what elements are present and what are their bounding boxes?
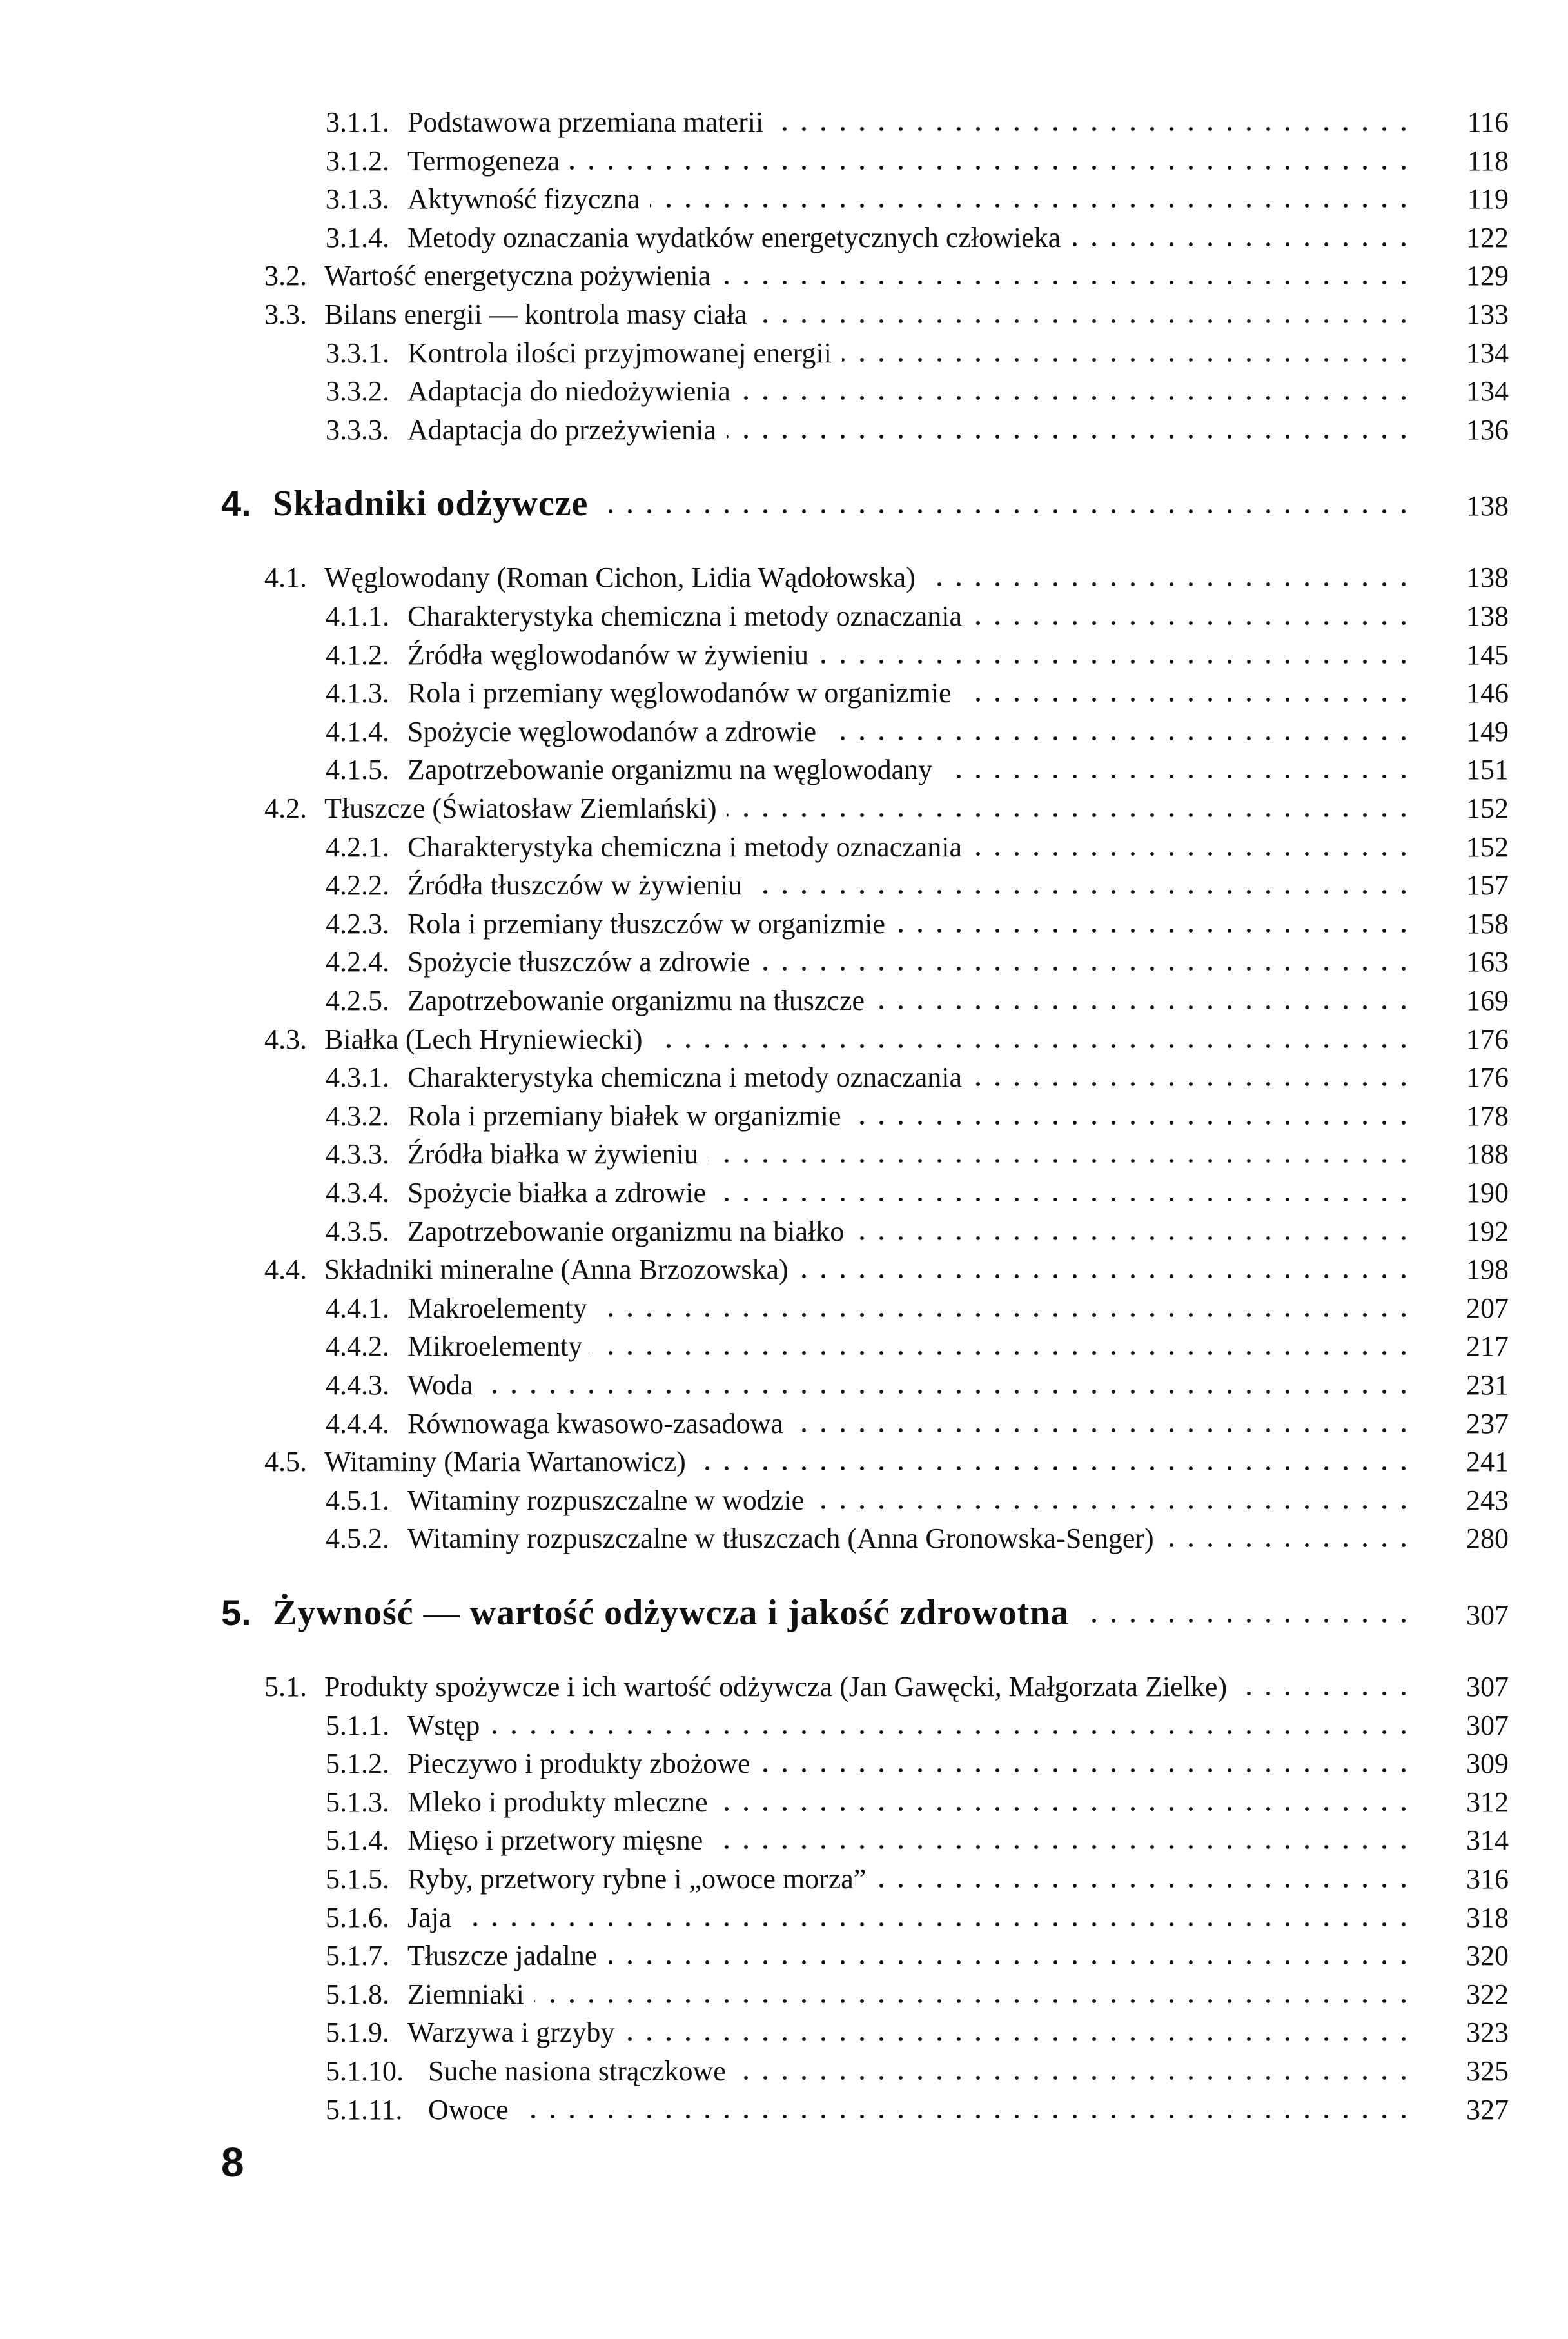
toc-entry-title: Adaptacja do niedożywienia: [407, 372, 741, 411]
toc-entry-number: 5.1.3.: [326, 1786, 389, 1818]
toc-entry: [0, 1821, 1568, 1860]
toc-entry-number: 4.2.1.: [326, 831, 389, 863]
toc-entry-number: 4.1.3.: [326, 677, 389, 709]
toc-entry-number: 4.4.3.: [326, 1369, 389, 1401]
toc-entry-number: 5.1.8.: [326, 1979, 389, 2010]
leader-dots: [736, 2074, 1413, 2082]
toc-entry-title: Warzywa i grzyby: [407, 2013, 625, 2052]
toc-entry-title: Ryby, przetwory rybne i „owoce morza”: [407, 1860, 876, 1899]
toc-entry-title: Białka (Lech Hryniewiecki): [324, 1020, 653, 1059]
toc-entry-title: Węglowodany (Roman Cichon, Lidia Wądołowska): [324, 558, 926, 597]
leader-dots: [896, 927, 1413, 934]
toc-entry-number: 4.3.4.: [326, 1177, 389, 1209]
toc-entry-number: 4.2.4.: [326, 946, 389, 978]
leader-dots: [598, 1311, 1413, 1319]
toc-entry-page: 241: [1466, 1446, 1509, 1477]
toc-entry-title: Równowaga kwasowo-zasadowa: [407, 1405, 794, 1443]
toc-entry-page: 149: [1466, 716, 1509, 747]
toc-entry-number: 4.2.5.: [326, 985, 389, 1016]
toc-entry-title: Termogeneza: [407, 142, 570, 181]
toc-entry-title: Aktywność fizyczna: [407, 180, 650, 219]
toc-entry: [0, 180, 1568, 219]
toc-entry-number: 3.3.3.: [326, 414, 389, 446]
toc-entry-number: 5.1.6.: [326, 1902, 389, 1933]
leader-dots: [696, 1465, 1413, 1472]
toc-entry-page: 327: [1466, 2094, 1509, 2126]
toc-entry-page: 152: [1466, 793, 1509, 824]
leader-dots: [598, 508, 1413, 515]
toc-entry-number: 5.1.11.: [326, 2094, 403, 2126]
toc-entry: [0, 1097, 1568, 1136]
toc-entry-page: 320: [1466, 1940, 1509, 1971]
toc-entry: [0, 982, 1568, 1020]
toc-entry: [0, 411, 1568, 449]
toc-entry-number: 4.1.2.: [326, 639, 389, 671]
toc-entry: [0, 636, 1568, 675]
toc-entry-number: 5.1.5.: [326, 1863, 389, 1895]
toc-entry-title: Rola i przemiany węglowodanów w organizmie: [407, 674, 962, 713]
leader-dots: [851, 1119, 1413, 1127]
toc-entry-page: 163: [1466, 946, 1509, 978]
toc-entry-number: 5.1.2.: [326, 1748, 389, 1779]
toc-entry-title: Mikroelementy: [407, 1327, 593, 1366]
toc-entry-title: Produkty spożywcze i ich wartość odżywcza (Jan Gawęcki, Małgorzata Zielke): [324, 1668, 1237, 1706]
toc-entry-number: 4.4.2.: [326, 1330, 389, 1362]
toc-entry: [0, 1899, 1568, 1937]
toc-entry-page: 190: [1466, 1177, 1509, 1209]
toc-entry-number: 4.1.1.: [326, 600, 389, 632]
leader-dots: [757, 317, 1413, 325]
toc-entry-title: Rola i przemiany białek w organizmie: [407, 1097, 851, 1136]
toc-entry-number: 3.1.1.: [326, 106, 389, 138]
toc-entry-number: 4.4.1.: [326, 1292, 389, 1324]
toc-entry: [0, 142, 1568, 181]
toc-entry-page: 133: [1466, 299, 1509, 330]
leader-dots: [814, 1503, 1413, 1511]
toc-entry-number: 4.1.5.: [326, 754, 389, 785]
toc-entry: [0, 1668, 1568, 1706]
toc-entry-page: 307: [1466, 1710, 1509, 1741]
toc-entry: [0, 1783, 1568, 1822]
toc-entry-title: Pieczywo i produkty zbożowe: [407, 1744, 761, 1783]
toc-entry-number: 3.1.4.: [326, 222, 389, 253]
leader-dots: [794, 1426, 1413, 1434]
leader-dots: [854, 1234, 1413, 1242]
toc-entry-page: 198: [1466, 1254, 1509, 1285]
leader-dots: [875, 1003, 1413, 1011]
toc-entry-page: 138: [1466, 562, 1509, 593]
toc-entry-page: 312: [1466, 1786, 1509, 1818]
toc-entry-number: 4.1.4.: [326, 716, 389, 747]
toc-entry: [0, 1405, 1568, 1443]
toc-entry: [0, 1975, 1568, 2014]
toc-entry-title: Jaja: [407, 1899, 462, 1937]
toc-entry-number: 4.: [221, 483, 251, 524]
toc-entry-title: Mleko i produkty mleczne: [407, 1783, 718, 1822]
toc-entry-title: Zapotrzebowanie organizmu na węglowodany: [407, 751, 943, 789]
toc-entry-page: 323: [1466, 2017, 1509, 2048]
toc-entry: [0, 674, 1568, 713]
toc-entry: [0, 789, 1568, 828]
toc-entry-page: 318: [1466, 1902, 1509, 1933]
toc-entry-page: 129: [1466, 260, 1509, 291]
toc-entry-number: 5.1.10.: [326, 2055, 404, 2087]
leader-dots: [625, 2035, 1413, 2043]
toc-entry: [0, 2091, 1568, 2129]
leader-dots: [570, 164, 1413, 172]
toc-entry-page: 231: [1466, 1369, 1509, 1401]
toc-entry-number: 4.1.: [264, 562, 307, 593]
toc-entry-page: 151: [1466, 754, 1509, 785]
toc-entry-page: 192: [1466, 1216, 1509, 1247]
toc-entry-number: 5.: [221, 1592, 251, 1633]
toc-entry-page: 314: [1466, 1824, 1509, 1856]
toc-entry-title: Tłuszcze (Światosław Ziemlański): [324, 789, 727, 828]
toc-entry-number: 4.2.: [264, 793, 307, 824]
leader-dots: [1164, 1541, 1413, 1549]
page-number: 8: [221, 2139, 244, 2186]
toc-entry-number: 5.1.9.: [326, 2017, 389, 2048]
toc-entry-number: 3.3.2.: [326, 375, 389, 407]
toc-entry-page: 169: [1466, 985, 1509, 1016]
toc-entry: [0, 943, 1568, 982]
toc-entry: [0, 2013, 1568, 2052]
toc-entry-number: 4.4.: [264, 1254, 307, 1285]
toc-entry: [0, 1135, 1568, 1174]
toc-entry-title: Źródła białka w żywieniu: [407, 1135, 709, 1174]
toc-chapter-heading: [0, 1594, 1568, 1632]
toc-entry-title: Suche nasiona strączkowe: [428, 2052, 736, 2091]
toc-entry-title: Zapotrzebowanie organizmu na białko: [407, 1212, 854, 1251]
toc-entry-title: Żywność — wartość odżywcza i jakość zdrowotna: [273, 1594, 1079, 1632]
toc-entry-title: Spożycie białka a zdrowie: [407, 1174, 716, 1212]
toc-entry: [0, 1250, 1568, 1289]
toc-entry-title: Charakterystyka chemiczna i metody oznaczania: [407, 828, 972, 867]
leader-dots: [1071, 241, 1413, 248]
toc-entry-title: Kontrola ilości przyjmowanej energii: [407, 334, 842, 373]
toc-entry-title: Źródła tłuszczów w żywieniu: [407, 866, 752, 905]
toc-entry: [0, 1212, 1568, 1251]
toc-entry-title: Metody oznaczania wydatków energetycznych człowieka: [407, 219, 1071, 257]
leader-dots: [721, 279, 1413, 286]
toc-entry-number: 3.3.1.: [326, 337, 389, 369]
toc-entry-number: 4.4.4.: [326, 1408, 389, 1439]
toc-entry-number: 4.5.: [264, 1446, 307, 1477]
toc-entry-number: 5.1.: [264, 1671, 307, 1702]
toc-entry-page: 146: [1466, 677, 1509, 709]
toc-entry-page: 134: [1466, 375, 1509, 407]
toc-entry-title: Charakterystyka chemiczna i metody oznaczania: [407, 1058, 972, 1097]
toc-entry-title: Składniki mineralne (Anna Brzozowska): [324, 1250, 799, 1289]
toc-entry: [0, 558, 1568, 597]
leader-dots: [607, 1959, 1413, 1966]
toc-entry-number: 4.3.2.: [326, 1100, 389, 1132]
toc-entry-number: 4.5.1.: [326, 1485, 389, 1516]
toc-entry-page: 176: [1466, 1023, 1509, 1055]
leader-dots: [727, 433, 1413, 440]
toc-entry-title: Rola i przemiany tłuszczów w organizmie: [407, 905, 896, 943]
toc-entry-title: Woda: [407, 1366, 484, 1405]
leader-dots: [819, 658, 1413, 666]
toc-entry-page: 178: [1466, 1100, 1509, 1132]
toc-entry-title: Mięso i przetwory mięsne: [407, 1821, 713, 1860]
leader-dots: [761, 1766, 1413, 1774]
toc-entry: [0, 295, 1568, 334]
toc-entry-title: Witaminy (Maria Wartanowicz): [324, 1443, 696, 1481]
toc-entry-title: Zapotrzebowanie organizmu na tłuszcze: [407, 982, 875, 1020]
toc-entry: [0, 372, 1568, 411]
toc-entry-title: Witaminy rozpuszczalne w tłuszczach (Anna Gronowska-Senger): [407, 1519, 1164, 1558]
leader-dots: [713, 1843, 1413, 1851]
toc-entry-page: 188: [1466, 1138, 1509, 1170]
leader-dots: [650, 202, 1413, 210]
toc-entry-page: 237: [1466, 1408, 1509, 1439]
toc-entry-number: 4.3.: [264, 1023, 307, 1055]
leader-dots: [752, 888, 1413, 896]
leader-dots: [718, 1805, 1413, 1813]
toc-entry-number: 5.1.4.: [326, 1824, 389, 1856]
leader-dots: [490, 1728, 1413, 1736]
toc-entry-page: 309: [1466, 1748, 1509, 1779]
toc-entry: [0, 1289, 1568, 1328]
leader-dots: [716, 1196, 1413, 1203]
toc-entry: [0, 2052, 1568, 2091]
toc-entry: [0, 334, 1568, 373]
toc-entry-number: 5.1.1.: [326, 1710, 389, 1741]
toc-entry: [0, 1174, 1568, 1212]
toc-entry-page: 158: [1466, 908, 1509, 940]
toc-entry-page: 152: [1466, 831, 1509, 863]
toc-entry-page: 157: [1466, 869, 1509, 901]
toc-entry-title: Charakterystyka chemiczna i metody oznaczania: [407, 597, 972, 636]
leader-dots: [1079, 1617, 1413, 1624]
toc-entry-page: 118: [1467, 145, 1509, 177]
toc-entry-page: 207: [1466, 1292, 1509, 1324]
leader-dots: [653, 1042, 1413, 1050]
leader-dots: [484, 1388, 1413, 1396]
leader-dots: [760, 965, 1413, 972]
toc-entry-page: 217: [1466, 1330, 1509, 1362]
toc-entry: [0, 1020, 1568, 1059]
toc-entry-page: 116: [1467, 106, 1509, 138]
toc-entry-title: Wstęp: [407, 1706, 490, 1745]
toc-entry: [0, 257, 1568, 295]
toc-entry-page: 119: [1467, 183, 1509, 215]
toc-entry: [0, 905, 1568, 943]
toc-entry: [0, 1443, 1568, 1481]
toc-entry-title: Witaminy rozpuszczalne w wodzie: [407, 1481, 814, 1520]
toc-entry-number: 3.1.2.: [326, 145, 389, 177]
toc-entry-number: 4.2.2.: [326, 869, 389, 901]
toc-entry: [0, 1481, 1568, 1520]
toc-entry: [0, 713, 1568, 751]
toc-entry-page: 122: [1466, 222, 1509, 253]
toc-entry: [0, 1860, 1568, 1899]
toc-entry-page: 316: [1466, 1863, 1509, 1895]
toc-entry: [0, 1519, 1568, 1558]
leader-dots: [774, 125, 1413, 133]
toc-entry-number: 3.1.3.: [326, 183, 389, 215]
toc-entry: [0, 1327, 1568, 1366]
toc-entry-title: Podstawowa przemiana materii: [407, 103, 774, 142]
toc-entry-number: 4.5.2.: [326, 1523, 389, 1554]
leader-dots: [962, 696, 1413, 704]
leader-dots: [1237, 1690, 1413, 1697]
toc-entry-page: 325: [1466, 2055, 1509, 2087]
toc-entry-page: 134: [1466, 337, 1509, 369]
leader-dots: [972, 1080, 1413, 1088]
toc-entry-number: 4.3.3.: [326, 1138, 389, 1170]
toc-entry-number: 4.3.1.: [326, 1061, 389, 1093]
leader-dots: [519, 2113, 1413, 2120]
toc-entry-page: 145: [1466, 639, 1509, 671]
toc-entry-number: 4.2.3.: [326, 908, 389, 940]
toc-entry-page: 322: [1466, 1979, 1509, 2010]
leader-dots: [926, 580, 1413, 588]
toc-entry: [0, 1937, 1568, 1975]
leader-dots: [741, 394, 1413, 402]
toc-entry-title: Tłuszcze jadalne: [407, 1937, 607, 1975]
toc-entry-title: Adaptacja do przeżywienia: [407, 411, 727, 449]
toc-entry-page: 138: [1466, 490, 1509, 522]
toc-entry-title: Składniki odżywcze: [273, 484, 598, 523]
toc-entry-number: 4.3.5.: [326, 1216, 389, 1247]
toc-entry: [0, 103, 1568, 142]
toc-entry: [0, 866, 1568, 905]
toc-entry-number: 5.1.7.: [326, 1940, 389, 1971]
toc-entry-title: Bilans energii — kontrola masy ciała: [324, 295, 757, 334]
toc-entry-title: Makroelementy: [407, 1289, 598, 1328]
toc-entry-number: 3.3.: [264, 299, 307, 330]
leader-dots: [727, 811, 1413, 819]
leader-dots: [842, 356, 1413, 364]
leader-dots: [709, 1157, 1413, 1165]
toc-entry-page: 307: [1466, 1599, 1509, 1631]
toc-entry: [0, 597, 1568, 636]
toc-entry-page: 138: [1466, 600, 1509, 632]
toc-entry-number: 3.2.: [264, 260, 307, 291]
leader-dots: [943, 773, 1413, 780]
toc-entry-title: Spożycie węglowodanów a zdrowie: [407, 713, 827, 751]
toc-entry-page: 136: [1466, 414, 1509, 446]
toc-entry-title: Owoce: [428, 2091, 519, 2129]
leader-dots: [876, 1882, 1413, 1890]
toc-entry-page: 176: [1466, 1061, 1509, 1093]
toc-entry: [0, 1706, 1568, 1745]
toc-entry-title: Wartość energetyczna pożywienia: [324, 257, 721, 295]
toc-entry-title: Ziemniaki: [407, 1975, 534, 2014]
leader-dots: [972, 850, 1413, 858]
toc-chapter-heading: [0, 484, 1568, 523]
toc-entry: [0, 219, 1568, 257]
leader-dots: [534, 1997, 1413, 2005]
toc-entry-page: 243: [1466, 1485, 1509, 1516]
toc-entry: [0, 751, 1568, 789]
toc-entry: [0, 1744, 1568, 1783]
toc-entry-title: Źródła węglowodanów w żywieniu: [407, 636, 819, 675]
toc-entry-page: 307: [1466, 1671, 1509, 1702]
leader-dots: [799, 1272, 1413, 1280]
toc-entry: [0, 828, 1568, 867]
leader-dots: [593, 1349, 1413, 1357]
leader-dots: [827, 735, 1413, 742]
toc-entry-page: 280: [1466, 1523, 1509, 1554]
leader-dots: [462, 1920, 1413, 1928]
toc-entry: [0, 1366, 1568, 1405]
toc-entry: [0, 1058, 1568, 1097]
toc-entry-title: Spożycie tłuszczów a zdrowie: [407, 943, 760, 982]
leader-dots: [972, 619, 1413, 627]
